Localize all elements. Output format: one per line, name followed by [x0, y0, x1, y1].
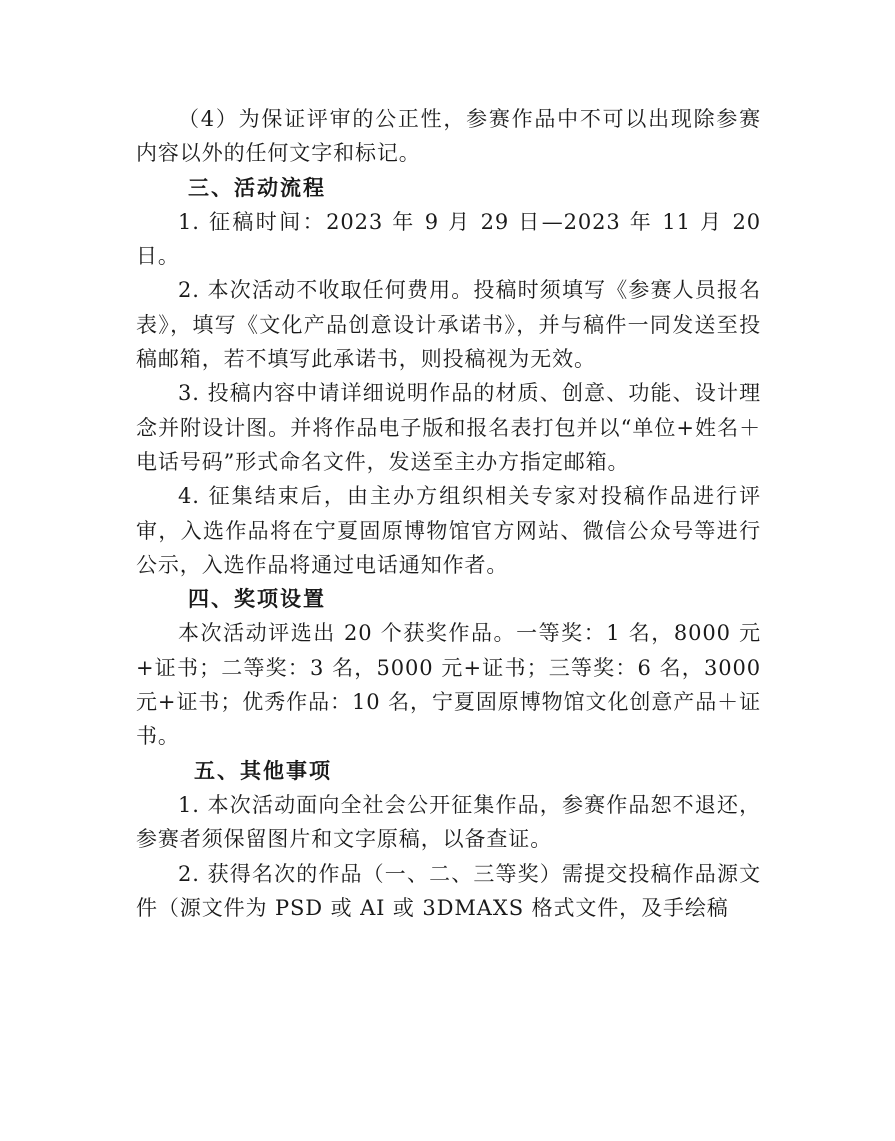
heading-other-matters: 五、其他事项 — [194, 757, 332, 783]
para-submission-period: 1. 征稿时间：2023 年 9 月 29 日—2023 年 11 月 20 日。 — [136, 209, 761, 269]
para-no-fees: 2. 本次活动不收取任何费用。投稿时须填写《参赛人员报名表》，填写《文化产品创意设计承诺书》，并与稿件一同发送至投稿邮箱，若不填写此承诺书，则投稿视为无效。 — [136, 278, 761, 372]
heading-activity-process: 三、活动流程 — [188, 174, 326, 200]
para-review-process: 4. 征集结束后，由主办方组织相关专家对投稿作品进行评审，入选作品将在宁夏固原博物馆官方网站、微信公众号等进行公示，入选作品将通过电话通知作者。 — [136, 484, 761, 577]
para-no-return: 1. 本次活动面向全社会公开征集作品，参赛作品恕不退还，参赛者须保留图片和文字原稿，以备查证。 — [136, 792, 761, 852]
para-source-files: 2. 获得名次的作品（一、二、三等奖）需提交投稿作品源文件（源文件为 PSD 或 AI 或 3DMAXS 格式文件，及手绘稿 — [136, 861, 761, 920]
para-submission-content: 3. 投稿内容中请详细说明作品的材质、创意、功能、设计理念并附设计图。并将作品电子版和报名表打包并以“单位+姓名＋电话号码”形式命名文件，发送至主办方指定邮箱。 — [136, 381, 761, 474]
para-fairness-rule: （4）为保证评审的公正性，参赛作品中不可以出现除参赛内容以外的任何文字和标记。 — [136, 107, 761, 166]
para-award-details: 本次活动评选出 20 个获奖作品。一等奖：1 名，8000 元+证书；二等奖：3 名，5000 元+证书；三等奖：6 名，3000 元+证书；优秀作品：10 名，宁夏固原博物馆文化创意产品＋证书。 — [136, 621, 761, 749]
document-body — [136, 102, 761, 925]
heading-awards: 四、奖项设置 — [188, 586, 326, 612]
